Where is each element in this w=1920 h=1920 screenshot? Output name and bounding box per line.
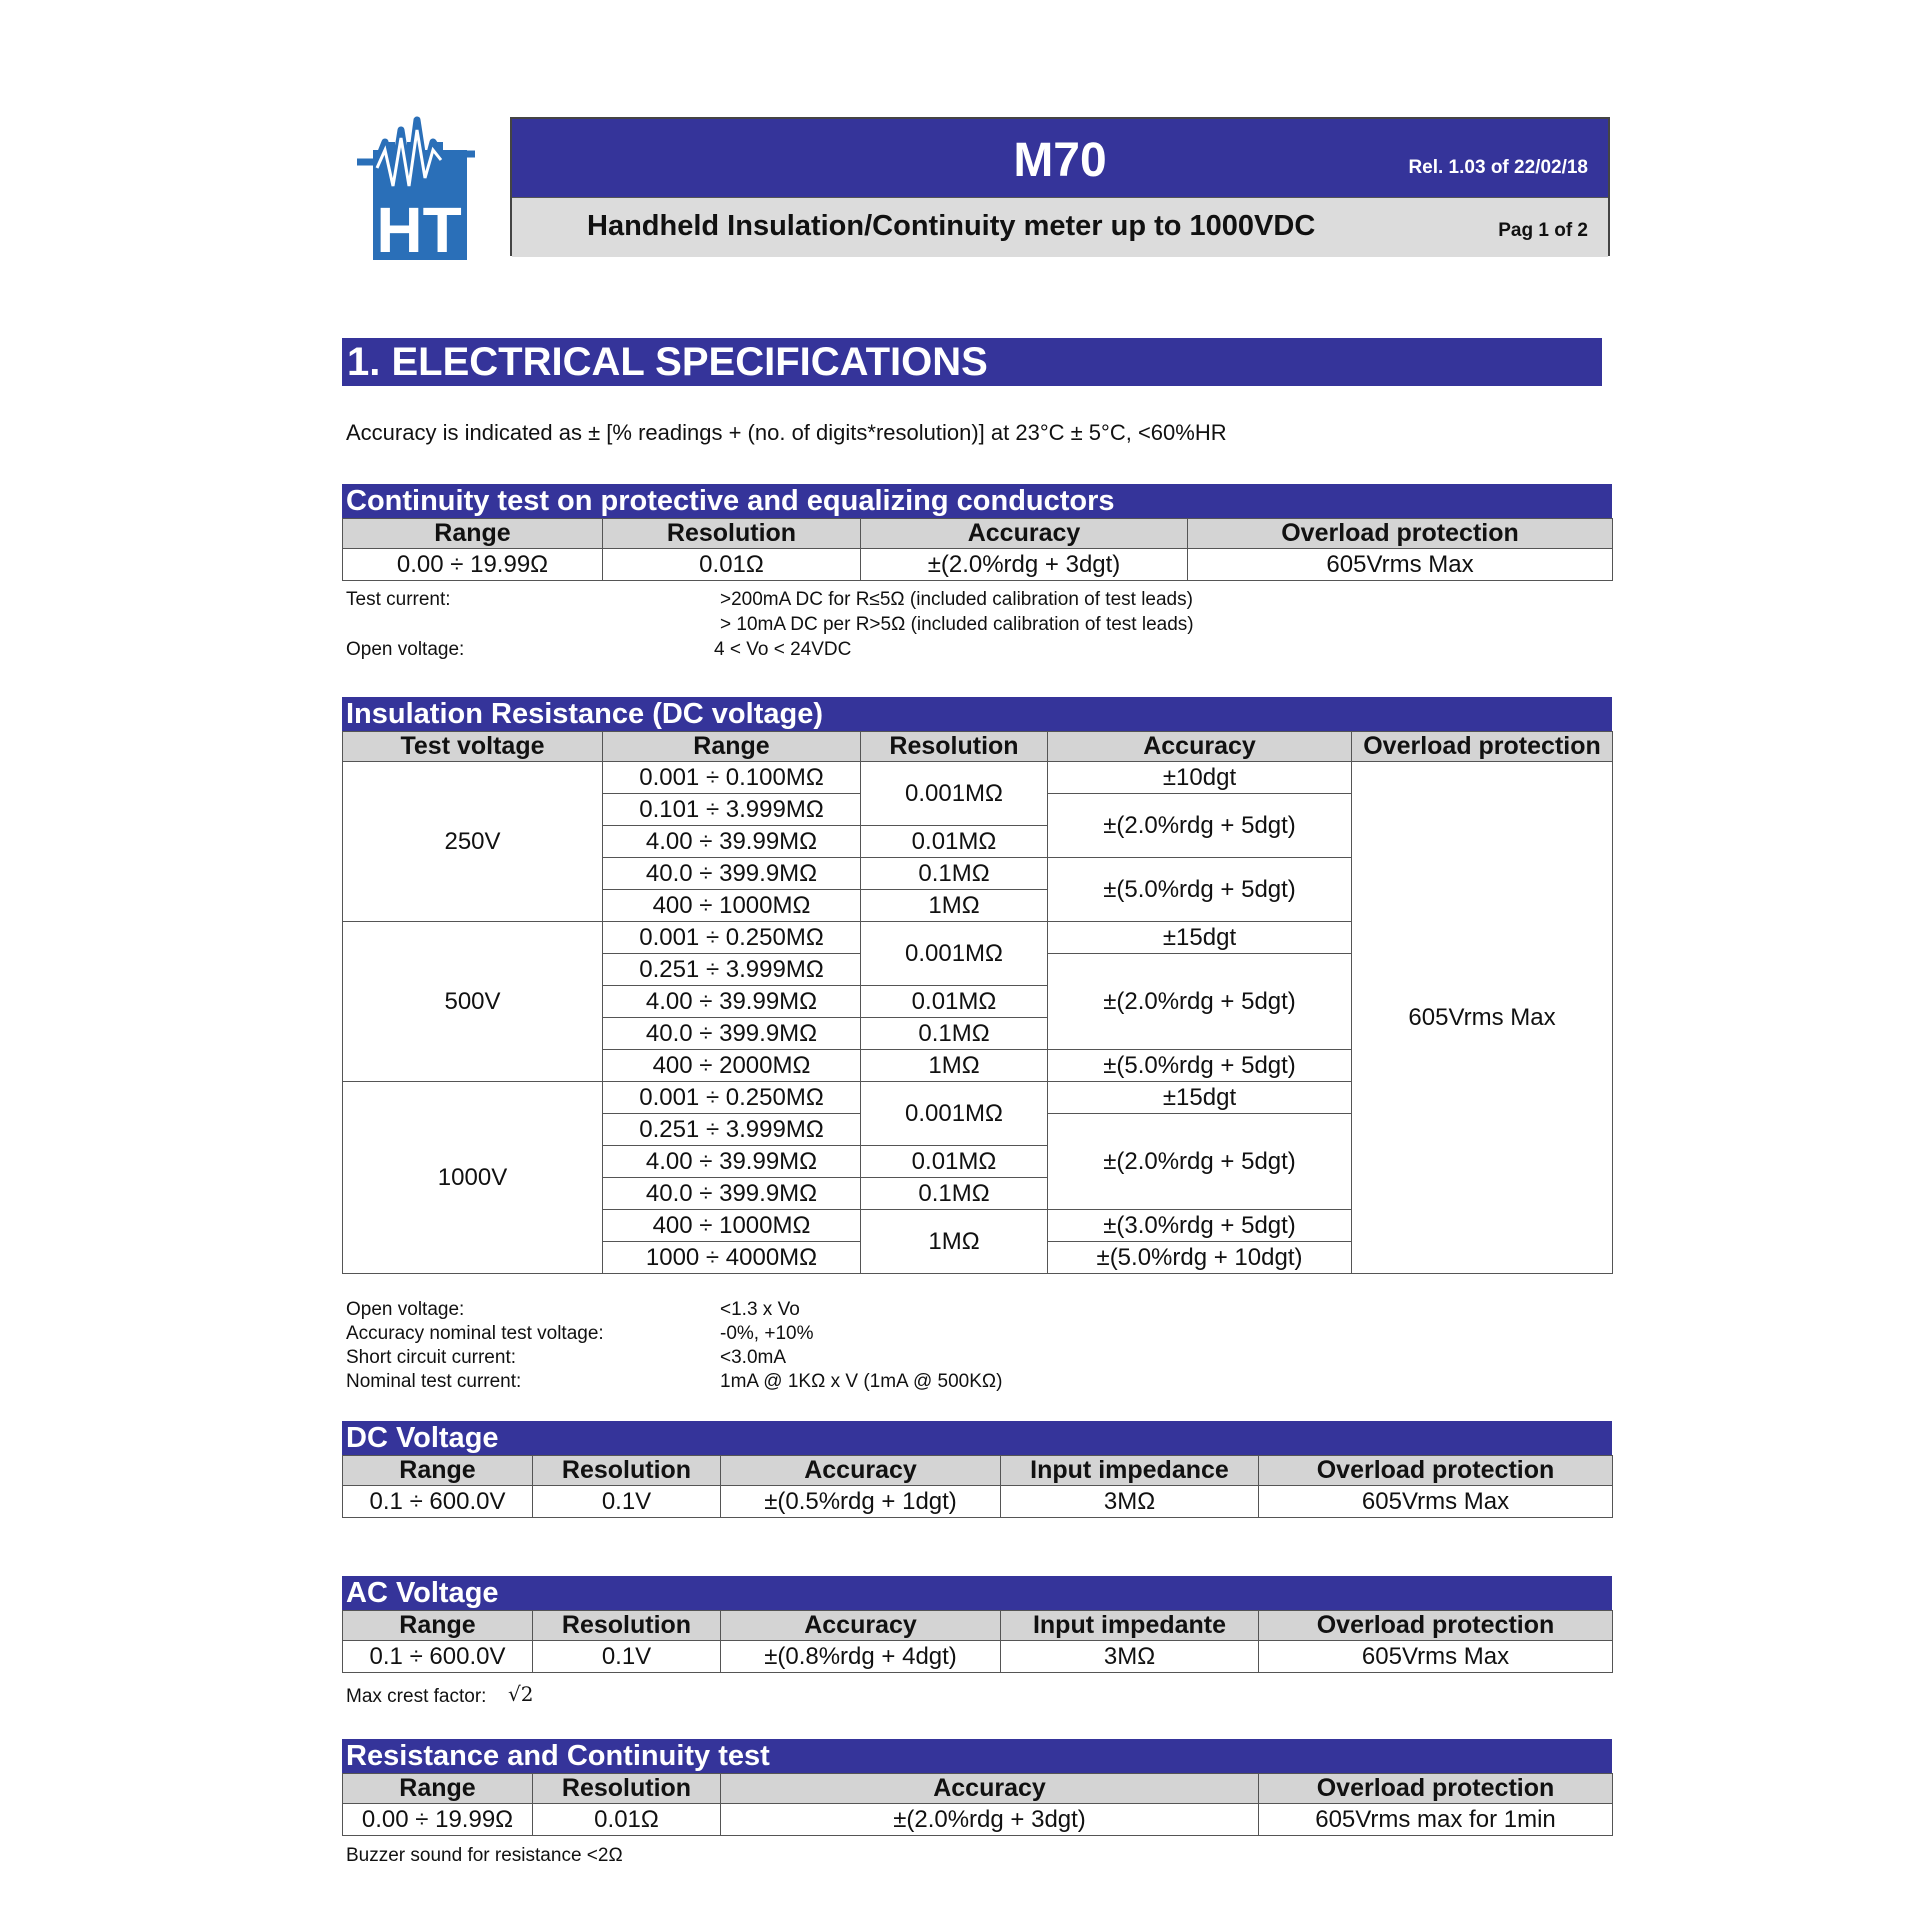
table-row: [343, 549, 1613, 581]
impedance-cell: 3MΩ: [1001, 1486, 1259, 1518]
col-header: Overload protection: [1259, 1774, 1613, 1804]
table-row: [343, 1486, 1613, 1518]
col-header: Overload protection: [1259, 1611, 1613, 1641]
col-header: Resolution: [533, 1456, 721, 1486]
table-row: [343, 1804, 1613, 1836]
range-cell: 40.0 ÷ 399.9MΩ: [603, 858, 861, 890]
continuity-notes: [346, 587, 1346, 662]
resolution-cell: 0.01Ω: [533, 1804, 721, 1836]
continuity-title: Continuity test on protective and equalizing conductors: [342, 484, 1612, 518]
note-value: <3.0mA: [720, 1347, 787, 1368]
accuracy-cell: ±(5.0%rdg + 5dgt): [1048, 1050, 1352, 1082]
test-voltage-cell: 1000V: [343, 1082, 603, 1274]
col-header: Overload protection: [1352, 732, 1613, 762]
ht-logo: [355, 110, 485, 260]
note-value: > 10mA DC per R>5Ω (included calibration of test leads): [720, 614, 1194, 635]
col-header: Resolution: [533, 1611, 721, 1641]
col-header: Range: [603, 732, 861, 762]
table-header-row: [343, 1456, 1613, 1486]
resolution-cell: 0.1MΩ: [861, 1178, 1048, 1210]
range-cell: 0.1 ÷ 600.0V: [343, 1641, 533, 1673]
note-label: Open voltage:: [346, 639, 465, 660]
release-label: Rel. 1.03 of 22/02/18: [1408, 157, 1588, 178]
resolution-cell: 0.001MΩ: [861, 1082, 1048, 1146]
resolution-cell: 0.01MΩ: [861, 1146, 1048, 1178]
range-cell: 0.251 ÷ 3.999MΩ: [603, 954, 861, 986]
buzzer-note: [346, 1843, 946, 1871]
overload-cell: 605Vrms Max: [1259, 1641, 1613, 1673]
col-header: Range: [343, 519, 603, 549]
insulation-notes: [346, 1297, 1346, 1397]
range-cell: 400 ÷ 1000MΩ: [603, 1210, 861, 1242]
test-voltage-cell: 250V: [343, 762, 603, 922]
accuracy-cell: ±(2.0%rdg + 3dgt): [861, 549, 1188, 581]
model-title: M70: [1013, 134, 1107, 187]
note-label: Nominal test current:: [346, 1371, 522, 1392]
resolution-cell: 1MΩ: [861, 1050, 1048, 1082]
table-header-row: [343, 519, 1613, 549]
col-header: Input impedante: [1001, 1611, 1259, 1641]
resolution-cell: 0.1V: [533, 1486, 721, 1518]
range-cell: 4.00 ÷ 39.99MΩ: [603, 826, 861, 858]
continuity-table: [342, 518, 1613, 581]
header-box: [510, 117, 1610, 256]
resistance-table: [342, 1773, 1613, 1836]
range-cell: 0.001 ÷ 0.100MΩ: [603, 762, 861, 794]
range-cell: 4.00 ÷ 39.99MΩ: [603, 986, 861, 1018]
resolution-cell: 1MΩ: [861, 1210, 1048, 1274]
range-cell: 0.101 ÷ 3.999MΩ: [603, 794, 861, 826]
note-label: Open voltage:: [346, 1299, 465, 1320]
accuracy-cell: ±(2.0%rdg + 5dgt): [1048, 954, 1352, 1050]
col-header: Test voltage: [343, 732, 603, 762]
resolution-cell: 0.001MΩ: [861, 762, 1048, 826]
note-label: Short circuit current:: [346, 1347, 516, 1368]
col-header: Range: [343, 1611, 533, 1641]
col-header: Accuracy: [861, 519, 1188, 549]
resolution-cell: 0.1MΩ: [861, 858, 1048, 890]
table-header-row: [343, 732, 1613, 762]
accuracy-cell: ±(2.0%rdg + 3dgt): [721, 1804, 1259, 1836]
accuracy-cell: ±(5.0%rdg + 5dgt): [1048, 858, 1352, 922]
range-cell: 0.251 ÷ 3.999MΩ: [603, 1114, 861, 1146]
ac-voltage-title: AC Voltage: [342, 1576, 1612, 1610]
accuracy-note: Accuracy is indicated as ± [% readings + (no. of digits*resolution)] at 23°C ± 5°C, <60%HR: [346, 420, 1227, 445]
resolution-cell: 0.001MΩ: [861, 922, 1048, 986]
page-number: Pag 1 of 2: [1498, 220, 1588, 241]
note-value: >200mA DC for R≤5Ω (included calibration of test leads): [720, 589, 1193, 610]
col-header: Range: [343, 1774, 533, 1804]
accuracy-cell: ±10dgt: [1048, 762, 1352, 794]
col-header: Accuracy: [721, 1611, 1001, 1641]
accuracy-cell: ±(0.5%rdg + 1dgt): [721, 1486, 1001, 1518]
insulation-table: [342, 731, 1613, 1274]
sqrt2-value: √2: [508, 1682, 534, 1706]
col-header: Range: [343, 1456, 533, 1486]
col-header: Resolution: [533, 1774, 721, 1804]
note-label: Test current:: [346, 589, 451, 610]
resolution-cell: 0.01Ω: [603, 549, 861, 581]
overload-cell: 605Vrms Max: [1259, 1486, 1613, 1518]
accuracy-cell: ±(0.8%rdg + 4dgt): [721, 1641, 1001, 1673]
range-cell: 0.00 ÷ 19.99Ω: [343, 1804, 533, 1836]
accuracy-cell: ±15dgt: [1048, 1082, 1352, 1114]
note-label: Accuracy nominal test voltage:: [346, 1323, 604, 1344]
table-row: [343, 762, 1613, 794]
table-row: [343, 1641, 1613, 1673]
range-cell: 40.0 ÷ 399.9MΩ: [603, 1178, 861, 1210]
test-voltage-cell: 500V: [343, 922, 603, 1082]
col-header: Overload protection: [1188, 519, 1613, 549]
range-cell: 1000 ÷ 4000MΩ: [603, 1242, 861, 1274]
resolution-cell: 1MΩ: [861, 890, 1048, 922]
col-header: Overload protection: [1259, 1456, 1613, 1486]
range-cell: 4.00 ÷ 39.99MΩ: [603, 1146, 861, 1178]
accuracy-cell: ±(5.0%rdg + 10dgt): [1048, 1242, 1352, 1274]
range-cell: 0.00 ÷ 19.99Ω: [343, 549, 603, 581]
svg-text:HT: HT: [376, 194, 462, 260]
note-value: 1mA @ 1KΩ x V (1mA @ 500KΩ): [720, 1371, 1003, 1392]
note-label: Max crest factor:: [346, 1686, 487, 1707]
ac-voltage-table: [342, 1610, 1613, 1673]
range-cell: 0.1 ÷ 600.0V: [343, 1486, 533, 1518]
dc-voltage-title: DC Voltage: [342, 1421, 1612, 1455]
resolution-cell: 0.1MΩ: [861, 1018, 1048, 1050]
impedance-cell: 3MΩ: [1001, 1641, 1259, 1673]
accuracy-cell: ±(2.0%rdg + 5dgt): [1048, 794, 1352, 858]
note-value: -0%, +10%: [720, 1323, 814, 1344]
overload-cell: 605Vrms max for 1min: [1259, 1804, 1613, 1836]
col-header: Resolution: [603, 519, 861, 549]
note-value: <1.3 x Vo: [720, 1299, 800, 1320]
col-header: Resolution: [861, 732, 1048, 762]
product-subtitle: Handheld Insulation/Continuity meter up to 1000VDC: [587, 210, 1316, 242]
note-label: Buzzer sound for resistance <2Ω: [346, 1845, 623, 1866]
resolution-cell: 0.1V: [533, 1641, 721, 1673]
range-cell: 400 ÷ 2000MΩ: [603, 1050, 861, 1082]
dc-voltage-table: [342, 1455, 1613, 1518]
resistance-title: Resistance and Continuity test: [342, 1739, 1612, 1773]
col-header: Accuracy: [721, 1456, 1001, 1486]
col-header: Accuracy: [1048, 732, 1352, 762]
range-cell: 0.001 ÷ 0.250MΩ: [603, 1082, 861, 1114]
range-cell: 40.0 ÷ 399.9MΩ: [603, 1018, 861, 1050]
range-cell: 0.001 ÷ 0.250MΩ: [603, 922, 861, 954]
resolution-cell: 0.01MΩ: [861, 826, 1048, 858]
table-header-row: [343, 1774, 1613, 1804]
crest-factor-note: [346, 1684, 746, 1714]
col-header: Input impedance: [1001, 1456, 1259, 1486]
note-value: 4 < Vo < 24VDC: [714, 639, 852, 660]
insulation-title: Insulation Resistance (DC voltage): [342, 697, 1612, 731]
accuracy-cell: ±15dgt: [1048, 922, 1352, 954]
range-cell: 400 ÷ 1000MΩ: [603, 890, 861, 922]
overload-cell: 605Vrms Max: [1188, 549, 1613, 581]
resolution-cell: 0.01MΩ: [861, 986, 1048, 1018]
overload-cell: 605Vrms Max: [1352, 762, 1613, 1274]
table-header-row: [343, 1611, 1613, 1641]
accuracy-cell: ±(3.0%rdg + 5dgt): [1048, 1210, 1352, 1242]
col-header: Accuracy: [721, 1774, 1259, 1804]
accuracy-cell: ±(2.0%rdg + 5dgt): [1048, 1114, 1352, 1210]
section-title: 1. ELECTRICAL SPECIFICATIONS: [342, 338, 1602, 386]
